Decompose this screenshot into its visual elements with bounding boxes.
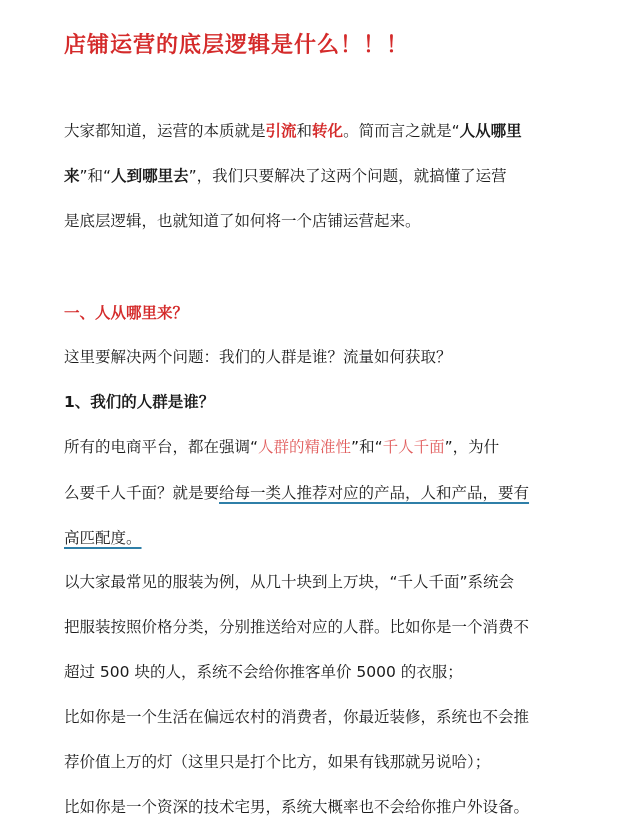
para4-line-1: 比如你是一个资深的技术宅男，系统大概率也不会给你推户外设备。 [64, 798, 530, 816]
subsection-heading: 1、我们的人群是谁？ [64, 393, 215, 411]
para-text: 么要千人千面？就是要 [64, 484, 220, 502]
section-heading: 一、人从哪里来？ [64, 304, 189, 322]
highlight-traffic: 引流 [265, 122, 297, 140]
intro-text: ”和“ [79, 167, 112, 185]
intro-line-3: 是底层逻辑，也就知道了如何将一个店铺运营起来。 [64, 212, 421, 230]
intro-line-1 [64, 120, 522, 142]
para3-line-2: 荐价值上万的灯（这里只是打个比方，如果有钱那就另说哈）； [64, 753, 491, 771]
para3-line-1: 比如你是一个生活在偏远农村的消费者，你最近装修，系统也不会推 [64, 708, 530, 726]
underlined-text: 给每一类人推荐对应的产品，人和产品，要有 [219, 484, 530, 502]
intro-text: ”，我们只要解决了这两个问题，就搞懂了运营 [188, 167, 507, 185]
para2-line-2: 把服装按照价格分类，分别推送给对应的人群。比如你是一个消费不 [64, 618, 530, 636]
highlight-where-from-end: 来 [64, 167, 80, 185]
intro-line-2 [64, 165, 507, 187]
para-text: ”和“ [351, 438, 383, 456]
para1-line-2 [64, 482, 529, 504]
para2-line-3: 超过 500 块的人，系统不会给你推客单价 5000 的衣服； [64, 663, 463, 681]
para-text: 所有的电商平台，都在强调“ [64, 438, 259, 456]
underlined-text: 高匹配度。 [64, 529, 142, 547]
highlight-precision: 人群的精准性 [258, 438, 352, 456]
section-question: 这里要解决两个问题：我们的人群是谁？流量如何获取？ [64, 348, 452, 366]
article-title: 店铺运营的底层逻辑是什么！！！ [64, 32, 410, 58]
highlight-where-to: 人到哪里去 [111, 167, 189, 185]
intro-text: 和 [296, 122, 313, 140]
para2-line-1: 以大家最常见的服装为例，从几十块到上万块，“千人千面”系统会 [64, 573, 515, 591]
highlight-conversion: 转化 [312, 122, 344, 140]
highlight-where-from: 人从哪里 [459, 122, 522, 140]
para1-line-1 [64, 436, 499, 458]
para1-line-3 [64, 527, 142, 549]
intro-text: 大家都知道，运营的本质就是 [64, 122, 266, 140]
para-text: ”，为什 [444, 438, 500, 456]
highlight-personalization: 千人千面 [382, 438, 445, 456]
intro-text: 。简而言之就是“ [343, 122, 460, 140]
